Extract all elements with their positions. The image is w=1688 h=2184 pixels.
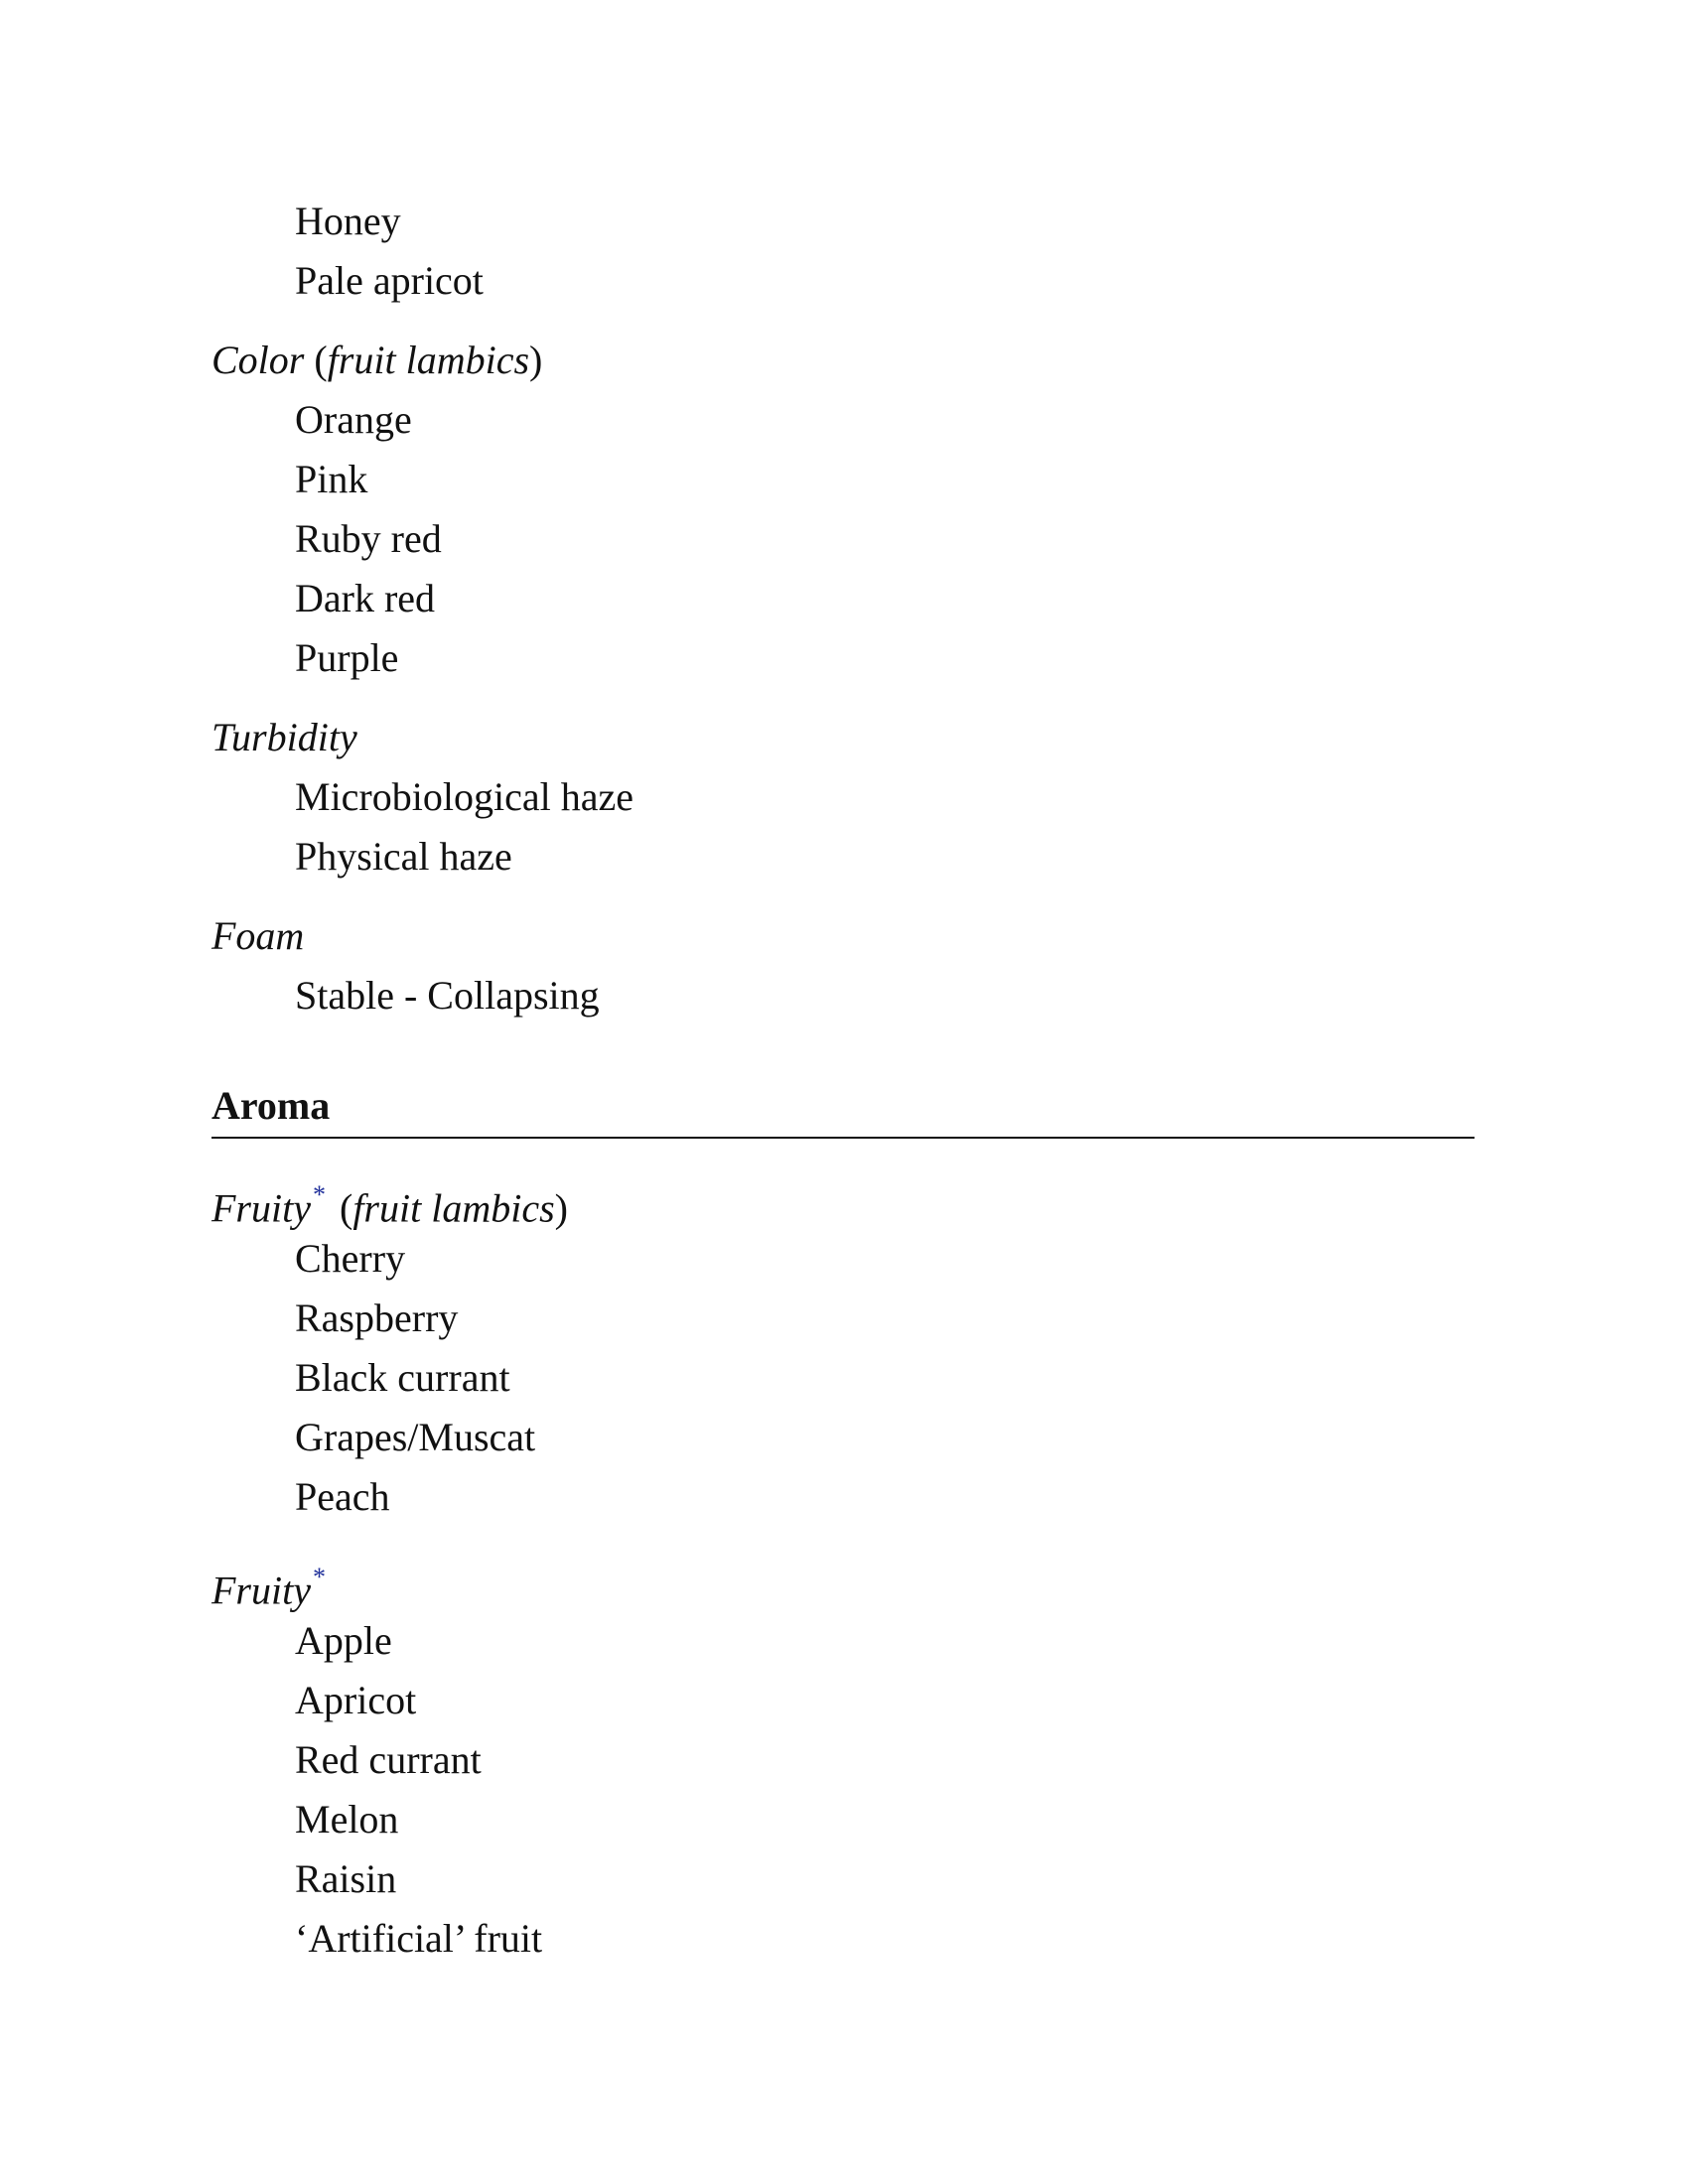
subheading-qualifier: fruit lambics: [352, 1185, 555, 1231]
list-item-apricot: Apricot: [295, 1678, 417, 1722]
subheading-foam: Foam: [211, 913, 305, 958]
list-item-cherry: Cherry: [295, 1236, 406, 1281]
subheading-qualifier: fruit lambics: [327, 338, 530, 382]
list-item-red-currant: Red currant: [295, 1737, 482, 1782]
list-item-honey: Honey: [295, 199, 401, 243]
section-title-aroma: Aroma: [211, 1083, 331, 1128]
open-paren: (: [339, 1185, 353, 1231]
list-item-raspberry: Raspberry: [295, 1296, 459, 1340]
list-item-apple: Apple: [295, 1618, 392, 1663]
list-item-pale-apricot: Pale apricot: [295, 258, 484, 303]
subheading-label: Fruity: [211, 1185, 311, 1231]
subheading-label: Fruity: [211, 1568, 311, 1613]
list-item-pink: Pink: [295, 457, 368, 501]
subheading-fruity-fruit-lambics: [211, 1174, 568, 1233]
list-item-orange: Orange: [295, 397, 412, 442]
close-paren: ): [554, 1185, 568, 1231]
close-paren: ): [529, 338, 543, 382]
footnote-mark[interactable]: *: [312, 1180, 326, 1209]
open-paren: (: [314, 338, 328, 382]
list-item-grapes-muscat: Grapes/Muscat: [295, 1415, 536, 1459]
list-item-purple: Purple: [295, 635, 399, 680]
list-item-microbiological-haze: Microbiological haze: [295, 774, 633, 819]
list-item-black-currant: Black currant: [295, 1355, 510, 1400]
subheading-label: Color: [211, 338, 305, 382]
subheading-fruity: [211, 1557, 330, 1615]
list-item-dark-red: Dark red: [295, 576, 436, 620]
list-item-melon: Melon: [295, 1797, 399, 1842]
subheading-color-fruit-lambics: [211, 336, 542, 385]
list-item-ruby-red: Ruby red: [295, 516, 442, 561]
list-item-artificial-fruit: ‘Artificial’ fruit: [295, 1916, 543, 1961]
list-item-peach: Peach: [295, 1474, 390, 1519]
list-item-stable-collapsing: Stable - Collapsing: [295, 973, 600, 1018]
footnote-mark[interactable]: *: [312, 1563, 326, 1591]
section-divider: [211, 1137, 1475, 1139]
list-item-physical-haze: Physical haze: [295, 834, 512, 879]
subheading-turbidity: Turbidity: [211, 715, 357, 759]
list-item-raisin: Raisin: [295, 1856, 397, 1901]
